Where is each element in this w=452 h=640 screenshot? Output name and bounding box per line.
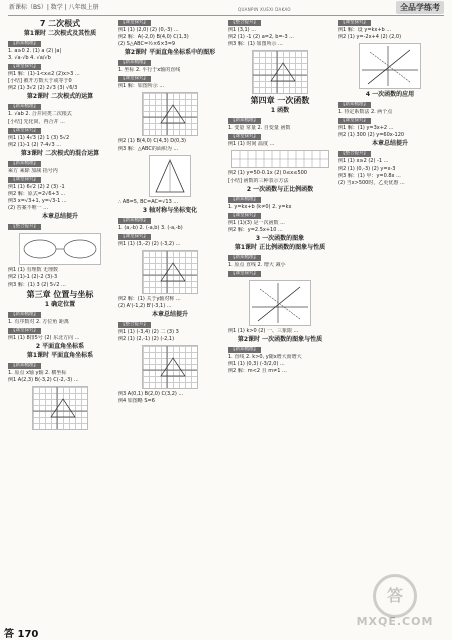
answer-line: 例2 解：原式=2√6+3 ... xyxy=(8,191,66,198)
answer-line: 例3 解：(1) 甲：y=0.8x ... xyxy=(338,172,401,179)
answer-line: 例1 (1) 4√3 (2) 1 (3) 5√2 xyxy=(8,134,70,141)
answer-line: 1. 变量 常量 2. 自变量 函数 xyxy=(228,125,291,132)
answer-line: 1. 直线 2. k>0, y随x增大而增大 xyxy=(228,354,302,361)
section-heading: 第1课时 平面直角坐标系 xyxy=(26,351,94,359)
answer-line: 例1 (1) (-3,4) (2) 二 (3) 3 xyxy=(118,329,179,336)
answer-line: 例3 A(0,1) B(2,0) C(3,2) ... xyxy=(118,391,184,398)
answer-line: 例2 (1) B(4,0) C(4,3) D(0,3) xyxy=(118,138,186,145)
section-tag: 【课堂探究】 xyxy=(118,20,151,26)
section-tag: 【新知梳理】 xyxy=(118,60,151,66)
section-tag: 【整合提升】 xyxy=(228,20,261,26)
section-tag: 【整合提升】 xyxy=(118,322,151,328)
section-heading: 1 函数 xyxy=(270,107,290,115)
answer-line: 1. a≥0 2. (1) a (2) |a| xyxy=(8,48,62,54)
section-heading: 3 轴对称与坐标变化 xyxy=(142,206,198,214)
answer-line: [小结] 被开方数大于或等于0 xyxy=(8,78,72,85)
page-header xyxy=(0,0,452,15)
answer-line: 例2 解：A(-2,0) B(4,0) C(1,3) xyxy=(118,34,189,41)
section-tag: 【新知梳理】 xyxy=(8,41,41,47)
answer-line: 例1 (1) (2,0) (2) (0,-3) ... xyxy=(118,27,179,33)
function-graph-figure xyxy=(359,43,421,89)
answer-line: 例2 (1)-1 (2) 7-4√3 ... xyxy=(8,141,61,148)
coordinate-grid-figure xyxy=(252,50,308,94)
section-tag: 【新知梳理】 xyxy=(8,161,41,167)
answer-line: 例2 (1) y=50-0.1x (2) 0≤x≤500 xyxy=(228,170,307,177)
page-number: 答 170 xyxy=(4,628,39,640)
section-tag: 【新知梳理】 xyxy=(228,347,261,353)
section-heading: 4 一次函数的应用 xyxy=(365,91,415,99)
answer-line: 3. √a·√b 4. √a/√b xyxy=(8,55,51,62)
answer-line: 1. 待定系数法 2. 两个点 xyxy=(338,109,393,116)
section-tag: 【课堂探究】 xyxy=(228,134,261,140)
answer-line: 1. y=kx+b (k≠0) 2. y=kx xyxy=(228,203,292,210)
answer-line: 例1 (1) 时间 温度 ... xyxy=(228,141,275,148)
answer-line: 例2 解：(1) 关于y轴对称 ... xyxy=(118,295,181,302)
answer-line: 例2 (1) y=-2x+4 (2) (2,0) xyxy=(338,34,402,41)
answer-line: 1. (a,-b) 2. (-a,b) 3. (-a,-b) xyxy=(118,224,183,231)
chapter-heading: 第三章 位置与坐标 xyxy=(26,289,94,299)
section-heading: 第2课时 平面直角坐标系中的图形 xyxy=(124,49,216,57)
answer-line: 例1 解：如图所示 ... xyxy=(118,83,165,90)
section-tag: 【课堂探究】 xyxy=(228,213,261,219)
answer-line: 例1 (1) 6√2 (2) 2 (3) -1 xyxy=(8,183,65,190)
watermark-logo xyxy=(352,574,438,634)
answer-line: (2) 答案不唯一 ... xyxy=(8,205,49,212)
coordinate-grid-figure xyxy=(142,345,198,389)
answer-line: (2) 当x>500时，乙更优惠 ... xyxy=(338,179,405,186)
section-tag: 【新知梳理】 xyxy=(228,255,261,261)
answer-line: 例3 解：(1) 3 (2) 5√2 ... xyxy=(8,281,66,288)
brand-badge: 全品学练考 xyxy=(396,1,444,14)
concept-diagram-figure xyxy=(19,233,101,265)
answer-line: 例2 (1) -1 (2) a=2, b=-3 ... xyxy=(228,34,295,41)
book-title: 新课标（BS）| 数学 | 八年级上册 xyxy=(9,4,99,11)
section-tag: 【课堂探究】 xyxy=(338,20,371,26)
answer-line: 例4 如图略 S=6 xyxy=(118,398,155,405)
answer-line: 例2 (1) 300 (2) y=60x-120 xyxy=(338,132,405,139)
section-tag: 【课堂探究】 xyxy=(8,177,41,183)
answer-line: 例1 解：设 y=kx+b ... xyxy=(338,27,392,33)
answer-line: 例3 x=√3+1, y=√3-1 ... xyxy=(8,198,67,205)
function-graph-figure xyxy=(249,280,311,326)
answer-line: 例2 解：m<2 且 m≠1 ... xyxy=(228,368,287,375)
triangle-figure xyxy=(149,155,191,197)
section-heading: 本章总结提升 xyxy=(41,213,78,221)
section-tag: 【新知梳理】 xyxy=(8,363,41,369)
answer-line: 1. 坐标 2. 平行于x轴的直线 xyxy=(118,67,181,74)
section-heading: 1 确定位置 xyxy=(44,300,76,308)
section-heading: 本章总结提升 xyxy=(371,140,408,148)
answer-line: 例2 (1) (2,-1) (2) (-2,1) xyxy=(118,336,175,343)
answer-line: 例1 (1) 8排5号 (2) 东北方向 ... xyxy=(8,334,80,341)
section-heading: 第1课时 正比例函数的图象与性质 xyxy=(234,243,326,251)
answer-line: 例3 解：(1) 如图所示 ... xyxy=(228,41,283,48)
section-tag: 【新知梳理】 xyxy=(118,218,151,224)
answer-line: (2) A'(-1,2) B'(-3,1) ... xyxy=(118,303,172,310)
section-tag: 【课堂探究】 xyxy=(338,118,371,124)
answer-line: 例1 解：(1)-1<x≤2 (2)x>3 ... xyxy=(8,71,80,78)
chapter-heading: 第四章 一次函数 xyxy=(250,96,310,106)
section-heading: 本章总结提升 xyxy=(151,311,188,319)
answer-line: [小结] 先化简，再合并 ... xyxy=(8,118,65,125)
answer-line: 例1 解：(1) y=3x+2 ... xyxy=(338,125,394,132)
section-heading: 第2课时 一次函数的图象与性质 xyxy=(237,336,323,344)
section-tag: 【整合提升】 xyxy=(338,151,371,157)
section-tag: 【新知梳理】 xyxy=(228,197,261,203)
answer-line: 例1 (1) x≥2 (2) -1 ... xyxy=(338,158,389,165)
answer-line: 例3 解：△ABC的面积为 ... xyxy=(118,145,179,152)
answer-line: 例2 (1) 3√2 (2) 2√3 (3) √6/3 xyxy=(8,85,78,92)
coordinate-grid-figure xyxy=(142,250,198,294)
watermark-circle: 答 xyxy=(373,574,417,618)
section-tag: 【整合提升】 xyxy=(8,224,41,230)
answer-line: (2) S△ABC=½×6×3=9 xyxy=(118,41,176,48)
section-tag: 【课堂探究】 xyxy=(8,328,41,334)
answer-column-2 xyxy=(118,18,222,618)
section-tag: 【课堂探究】 xyxy=(118,234,151,240)
answer-line: 例1 (1)(3) 是一次函数 ... xyxy=(228,219,285,226)
answer-line: 1. √ab 2. 合并同类二次根式 xyxy=(8,111,72,118)
answer-line: ∴ AB=5, BC=AC=√13 ... xyxy=(118,198,179,205)
answer-line: 例2 (1)-1 (2)-2 (3)-3 xyxy=(8,274,58,281)
section-heading: 第3课时 二次根式的混合运算 xyxy=(20,149,100,157)
section-tag: 【课堂探究】 xyxy=(118,76,151,82)
answer-line: 例1 A(2,3) B(-3,2) C(-2,-3) ... xyxy=(8,376,79,383)
chapter-heading: 7 二次根式 xyxy=(39,19,81,28)
coordinate-grid-figure xyxy=(142,92,198,136)
answer-column-1 xyxy=(8,18,112,618)
header-rule xyxy=(8,15,444,16)
section-heading: 第1课时 二次根式及其性质 xyxy=(23,30,97,37)
section-heading: 2 平面直角坐标系 xyxy=(35,342,85,350)
section-heading: 3 一次函数的图象 xyxy=(255,234,305,242)
answer-line: 例1 (1) (0,3) (-3/2,0) ... xyxy=(228,361,285,368)
answer-line: 乘方 乘除 加减 括号内 xyxy=(8,167,58,174)
answer-line: [小结] 函数的三种表示方法 xyxy=(228,177,289,184)
section-tag: 【课堂探究】 xyxy=(8,128,41,134)
section-tag: 【课堂探究】 xyxy=(228,271,261,277)
answer-column-3 xyxy=(228,18,332,618)
answer-line: 例1 (1) (3,-2) (2) (-3,2) ... xyxy=(118,240,181,247)
data-table-figure xyxy=(231,150,329,168)
section-heading: 2 一次函数与正比例函数 xyxy=(246,185,314,193)
answer-line: 例1 (1) k>0 (2) 一、三象限 ... xyxy=(228,328,299,335)
answer-line: 1. 原点 直线 2. 增大 减小 xyxy=(228,261,286,268)
answer-line: 例1 (1) 有理数 无理数 xyxy=(8,267,59,274)
watermark-text: MXQE.COM xyxy=(356,615,434,628)
answer-line: 例2 解：y=2.5x+10 ... xyxy=(228,226,283,233)
series-pinyin: QUANPIN XUEXI DAKAO xyxy=(238,7,291,12)
answer-line: 例2 (1) (0,-3) (2) y=x-3 xyxy=(338,165,396,172)
answer-line: 1. 原点 x轴 y轴 2. 横坐标 xyxy=(8,369,67,376)
section-tag: 【新知梳理】 xyxy=(8,312,41,318)
answer-line: 例1 (3,1) ... xyxy=(228,27,256,33)
section-tag: 【新知梳理】 xyxy=(338,102,371,108)
section-tag: 【课堂探究】 xyxy=(8,64,41,70)
answer-line: 1. 有序数对 2. 方位角 距离 xyxy=(8,318,69,325)
section-tag: 【新知梳理】 xyxy=(228,118,261,124)
section-tag: 【新知梳理】 xyxy=(8,104,41,110)
coordinate-grid-figure xyxy=(32,386,88,430)
section-heading: 第2课时 二次根式的运算 xyxy=(26,93,94,101)
answer-column-4 xyxy=(338,18,442,538)
